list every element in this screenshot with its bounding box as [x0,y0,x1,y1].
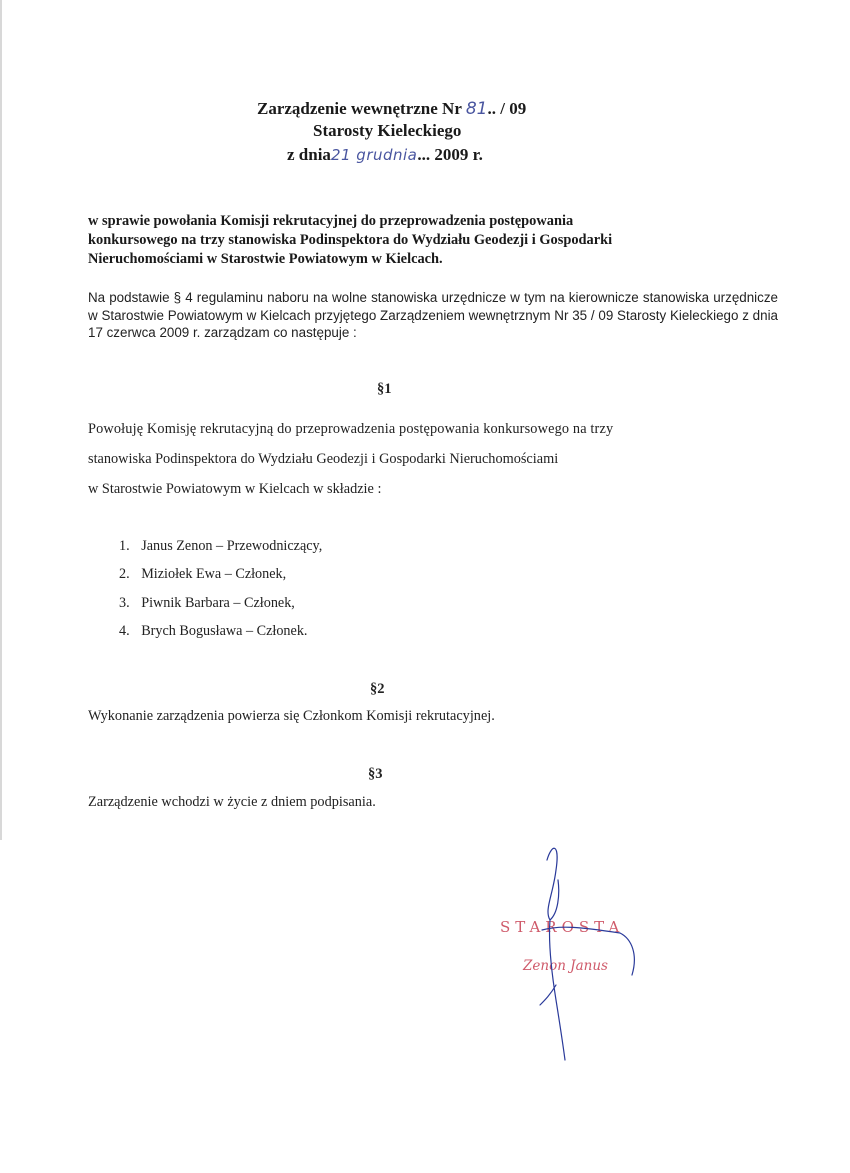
handwritten-date: 21 grudnia [330,146,418,164]
section-2-heading: §2 [370,681,385,697]
date-prefix: z dnia [287,145,331,164]
list-item [119,566,286,583]
section-1-line-1: Powołuję Komisję rekrutacyjną do przeprowadzenia postępowania konkursowego na trzy [88,421,614,437]
list-item [119,623,307,640]
handwritten-number: 81 [465,99,488,119]
list-item [119,538,322,555]
list-item-text: Miziołek Ewa – Członek, [141,566,287,582]
list-item-number: 3. [119,595,130,611]
section-1-heading: §1 [377,381,392,397]
list-item-number: 1. [119,538,130,554]
list-item-text: Piwnik Barbara – Członek, [141,595,295,611]
legal-basis-paragraph: Na podstawie § 4 regulaminu naboru na wolne stanowiska urzędnicze w tym na kierownicze stanowiska urzędnicze w Starostwie Powiatowym w Kielcach przyjętego Zarządzeniem wewnętrznym Nr 35 / 09 Starosty Kieleckiego z dnia 17 czerwca 2009 r. zarządzam co następuje : [88,290,778,341]
section-3-heading: §3 [368,766,383,782]
subject-line-1: w sprawie powołania Komisji rekrutacyjnej do przeprowadzenia postępowania [88,213,574,229]
handwritten-signature [520,835,650,1065]
header-title-suffix: .. / 09 [487,99,527,118]
stamp-name: Zenon Janus [523,958,608,974]
header-line-3 [287,145,483,165]
list-item-number: 4. [119,623,130,639]
section-2-text: Wykonanie zarządzenia powierza się Członkom Komisji rekrutacyjnej. [88,708,495,724]
subject-line-3: Nieruchomościami w Starostwie Powiatowym w Kielcach. [88,251,443,267]
list-item-text: Janus Zenon – Przewodniczący, [141,538,323,554]
list-item [119,595,295,612]
header-title-prefix: Zarządzenie wewnętrzne Nr [257,99,462,118]
section-1-line-3: w Starostwie Powiatowym w Kielcach w składzie : [88,481,382,497]
header-line-2: Starosty Kieleckiego [313,121,462,140]
list-item-text: Brych Bogusława – Członek. [141,623,308,639]
scan-edge-shadow [0,0,2,840]
stamp-title: STAROSTA [500,918,625,936]
subject-line-2: konkursowego na trzy stanowiska Podinspektora do Wydziału Geodezji i Gospodarki [88,232,613,248]
header-line-1 [257,99,526,119]
section-3-text: Zarządzenie wchodzi w życie z dniem podpisania. [88,794,376,810]
list-item-number: 2. [119,566,130,582]
section-1-line-2: stanowiska Podinspektora do Wydziału Geodezji i Gospodarki Nieruchomościami [88,451,559,467]
date-suffix: ... 2009 r. [417,145,483,164]
